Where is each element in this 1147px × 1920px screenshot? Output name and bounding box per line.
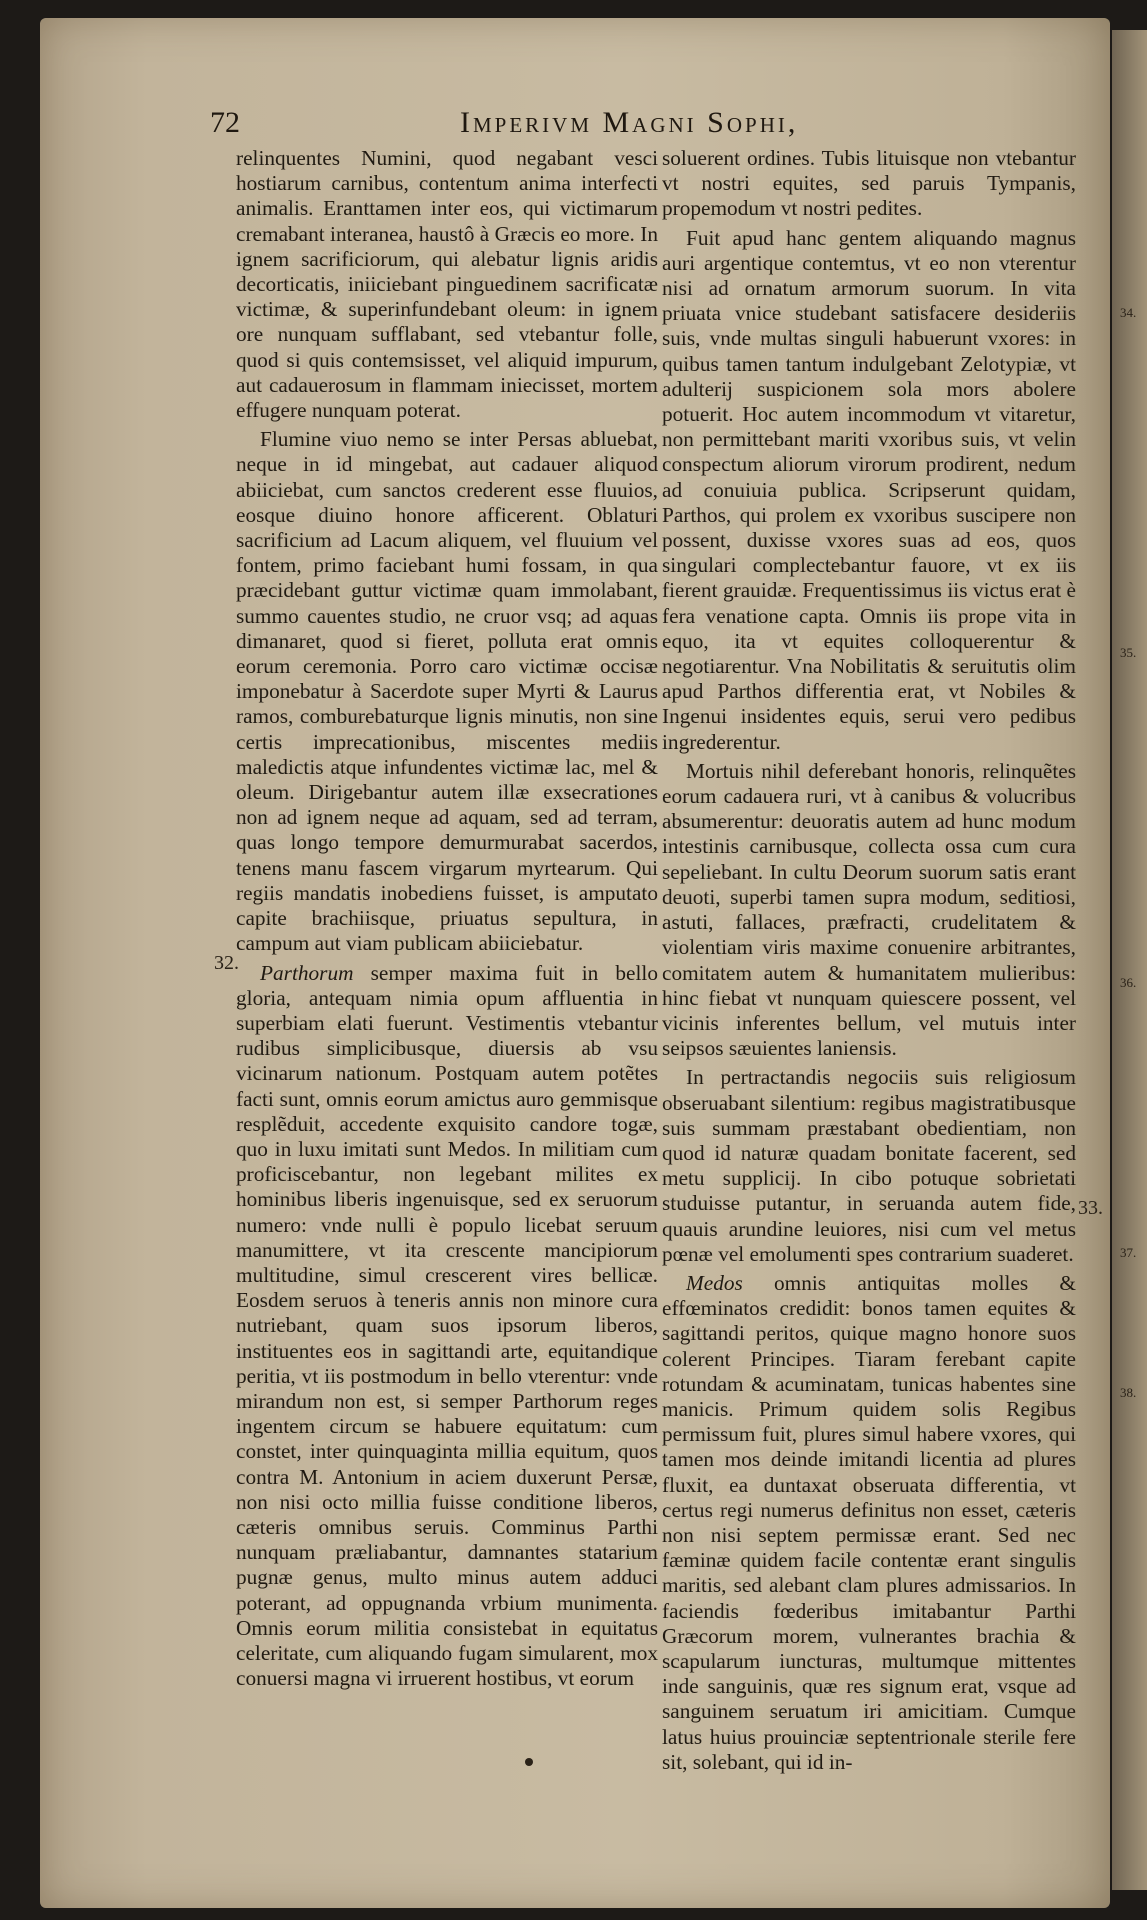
- page-number: 72: [210, 106, 240, 139]
- margin-note: 32.: [214, 952, 239, 974]
- margin-note: 33.: [1078, 1197, 1103, 1219]
- printer-ornament: [525, 1758, 533, 1766]
- adjacent-page-edge: [1112, 30, 1147, 1890]
- italic-lead-word: Medos: [686, 1270, 743, 1295]
- neighbor-mark: 36.: [1120, 975, 1137, 990]
- paragraph: relinquentes Numini, quod negabant vesci hostiarum carnibus, contentum anima interfecti animalis. Eranttamen inter eos, qui victimarum cremabant interanea, haustô à Græcis eo more. In ignem sacrificiorum, qui alebatur lignis aridis decorticatis, iniiciebant pinguedinem sacrificatæ victimæ, & superinfundebant oleum: in ignem ore nunquam sufflabant, sed vtebantur folle, quod si quis contemsisset, vel aliquid impurum, aut cadauerosum in flammam iniecisset, mortem effugere nunquam poterat.: [236, 146, 658, 423]
- italic-lead-word: Parthorum: [260, 960, 354, 985]
- neighbor-mark: 37.: [1120, 1245, 1137, 1260]
- right-column: [662, 146, 1076, 1779]
- page-header: [210, 106, 1080, 140]
- neighbor-mark: 35.: [1120, 645, 1137, 660]
- paragraph: Fuit apud hanc gentem aliquando magnus auri argentique contemtus, vt eo non vterentur nisi ad ornatum armorum suorum. In vita priuata vnice studebant satisfacere desideriis suis, vnde multas singuli habuerunt vxores: in quibus tamen tantum indulgebant Zelotypiæ, vt adulterij suspicionem sola mors abolere potuerit. Hoc autem incommodum vt vitaretur, non permittebant mariti vxoribus suis, vt velin conspectum aliorum virorum prodirent, nedum ad conuiuia publica. Scripserunt quidam, Parthos, qui prolem ex vxoribus suscipere non possent, duxisse vxores suas ad eos, quos singulari complectebantur fauore, vt ex iis fierent grauidæ. Frequentissimus iis victus erat è fera venatione capta. Omnis iis prope vita in equo, ita vt equites colloquerentur & negotiarentur. Vna Nobilitatis & seruitutis olim apud Parthos differentia erat, vt Nobiles & Ingenui insidentes equis, serui vero pedibus ingrederentur.: [662, 225, 1076, 754]
- paragraph: Flumine viuo nemo se inter Persas abluebat, neque in id mingebat, aut cadauer aliquod abiiciebat, cum sanctos crederent esse fluuios, eosque diuino honore afficerent. Oblaturi sacrificium ad Lacum aliquem, vel fluuium vel fontem, primo faciebant humi fossam, in qua præcidebant guttur victimæ quam immolabant, summo cauentes studio, ne cruor vsq; ad aquas dimanaret, quod si fieret, polluta erat omnis eorum ceremonia. Porro caro victimæ occisæ imponebatur à Sacerdote super Myrti & Laurus ramos, comburebaturque lignis minutis, non sine certis imprecationibus, miscentes mediis maledictis atque infundentes victimæ lac, mel & oleum. Dirigebantur autem illæ exsecrationes non ad ignem neque ad aquam, sed ad terram, quas longo tempore demurmurabat sacerdos, tenens manu fascem virgarum myrtearum. Qui regiis mandatis inobediens fuisset, is amputato capite brachiisque, priuatus sepultura, in campum aut viam publicam abiiciebatur.: [236, 427, 658, 956]
- left-column: [236, 146, 658, 1695]
- paragraph: soluerent ordines. Tubis lituisque non vtebantur vt nostri equites, sed paruis Tympanis, propemodum vt nostri pedites.: [662, 146, 1076, 221]
- running-title: Imperivm Magni Sophi,: [460, 106, 799, 139]
- paragraph: Parthorum semper maxima fuit in bello gloria, antequam nimia opum affluentia in superbiam elati fuerunt. Vestimentis vtebantur rudibus simplicibusque, diuersis ab vsu vicinarum nationum. Postquam autem potẽtes facti sunt, omnis eorum amictus auro gemmisque resplẽduit, accedente exquisito candore togæ, quo in luxu imitati sunt Medos. In militiam cum proficiscebantur, non legebant milites ex hominibus liberis ingenuisque, sed ex seruorum numero: vnde nulli è populo licebat seruum manumittere, vt ita crescente mancipiorum multitudine, simul crescerent vires bellicæ. Eosdem seruos à teneris annis non minore cura nutriebant, quam suos ipsorum liberos, instituentes eos in sagittandi arte, equitandique peritia, vt iis postmodum in bello vterentur: vnde mirandum non est, si semper Parthorum reges ingentem circum se habuere equitatum: cum constet, inter quinquaginta millia equitum, quos contra M. Antonium in aciem duxerunt Persæ, non nisi octo millia fuisse conditione liberos, cæteris omnibus seruis. Comminus Parthi nunquam præliabantur, damnantes statarium pugnæ genus, multo minus autem adduci poterant, ad oppugnanda vrbium munimenta. Omnis eorum militia consistebat in equitatus celeritate, cum aliquando fugam simularent, mox conuersi magna vi irruerent hostibus, vt eorum: [236, 960, 658, 1691]
- neighbor-mark: 34.: [1120, 305, 1137, 320]
- paragraph: Mortuis nihil deferebant honoris, relinquẽtes eorum cadauera ruri, vt à canibus & volucribus absumerentur: deuoratis autem ad hunc modum intestinis carnibusque, collecta ossa cum cura sepeliebant. In cultu Deorum suorum satis erant deuoti, superbi tamen supra modum, seditiosi, astuti, fallaces, præfracti, crudelitatem & violentiam viris maxime conuenire arbitrantes, comitatem autem & humanitatem mulieribus: hinc fiebat vt nunquam quiescere possent, vel vicinis inferentes bellum, vel mutuis inter seipsos sæuientes laniensis.: [662, 758, 1076, 1061]
- paragraph: Medos omnis antiquitas molles & effœminatos credidit: bonos tamen equites & sagittandi peritos, quique magno honore suos colerent Principes. Tiaram ferebant capite rotundam & acuminatam, tunicas habentes sine manicis. Primum quidem solis Regibus permissum fuit, plures simul habere vxores, qui tamen mos deinde imitandi licentia ad plures fluxit, ea duntaxat obseruata differentia, vt certus regi numerus definitus non esset, cæteris non nisi septem permissæ erant. Sed nec fæminæ quidem facile contentæ erant singulis maritis, sed alebant clam plures admissarios. In faciendis fœderibus imitabantur Parthi Græcorum morem, vulnerantes brachia & scapularum iuncturas, multumque mittentes inde sanguinis, quæ res signum erat, vsque ad sanguinem seruatum iri amicitiam. Cumque latus huius prouinciæ septentrionale sterile fere sit, solebant, qui id in-: [662, 1270, 1076, 1774]
- paragraph: In pertractandis negociis suis religiosum obseruabant silentium: regibus magistratibusque suis summam præstabant obedientiam, non quod id naturæ quadam bonitate facerent, sed metu supplicij. In cibo potuque sobrietati studuisse putantur, in seruanda autem fide, quauis arundine leuiores, nisi cum vel metus pœnæ vel emolumenti spes contrarium suaderet.: [662, 1065, 1076, 1266]
- neighbor-mark: 38.: [1120, 1385, 1137, 1400]
